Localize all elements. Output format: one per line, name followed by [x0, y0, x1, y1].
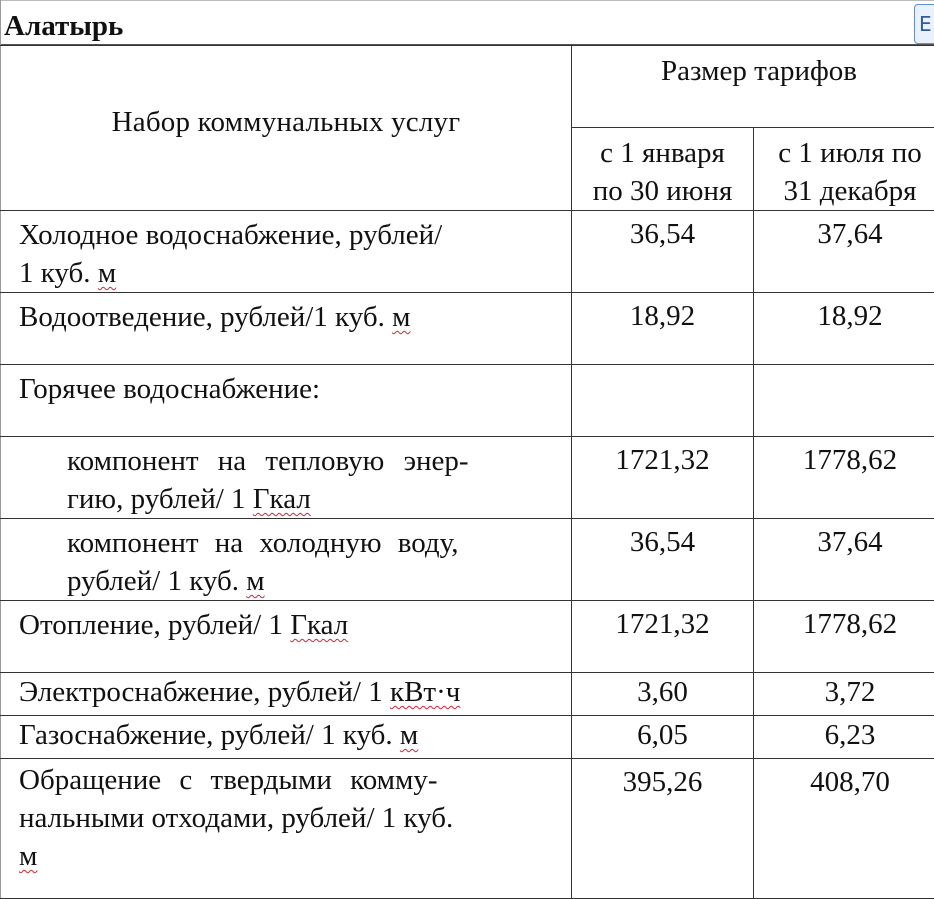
service-solid-waste: Обращение с твердыми комму- нальными отходами, рублей/ 1 куб. м: [1, 759, 572, 899]
service-hot-water: Горячее водоснабжение:: [1, 365, 572, 437]
value-period1: 18,92: [572, 293, 754, 365]
header-services: Набор коммунальных услуг: [1, 46, 572, 211]
value-period1: 3,60: [572, 673, 754, 716]
value-period2: 37,64: [754, 519, 934, 601]
header-period-jul-dec: с 1 июля по 31 декабря: [754, 128, 934, 211]
table-row: [1, 365, 934, 437]
service-electricity: [1, 673, 572, 716]
value-period1: 36,54: [572, 519, 754, 601]
value-period2: 18,92: [754, 293, 934, 365]
corner-button[interactable]: E: [914, 4, 934, 44]
value-period1: 1721,32: [572, 437, 754, 519]
value-period2: 1778,62: [754, 437, 934, 519]
value-period2: 408,70: [754, 759, 934, 899]
header-tariff-size: Размер тарифов: [572, 46, 934, 128]
service-heating: [1, 601, 572, 673]
service-gas: [1, 716, 572, 759]
value-period1: [572, 365, 754, 437]
service-name-line: 1 куб. м: [19, 254, 563, 292]
service-name-line: Электроснабжение, рублей/ 1 кВт·ч: [19, 673, 563, 711]
service-name-line: Холодное водоснабжение, рублей/: [19, 216, 563, 254]
value-period1: 36,54: [572, 211, 754, 293]
table-header-row: [1, 46, 934, 128]
value-period1: 6,05: [572, 716, 754, 759]
service-name-line: Газоснабжение, рублей/ 1 куб. м: [19, 716, 563, 754]
value-period1: 395,26: [572, 759, 754, 899]
value-period2: [754, 365, 934, 437]
value-period2: 3,72: [754, 673, 934, 716]
table-row: [1, 437, 934, 519]
table-row: [1, 601, 934, 673]
service-name-line: Отопление, рублей/ 1 Гкал: [19, 606, 563, 644]
service-cold-water: [1, 211, 572, 293]
top-border: [0, 0, 934, 1]
table-row: [1, 716, 934, 759]
document-title: Алатырь: [4, 8, 123, 44]
service-heat-component: компонент на тепловую энер- гию, рублей/ 1 Гкал: [1, 437, 572, 519]
service-name-line: гию, рублей/ 1 Гкал: [67, 480, 563, 518]
value-period2: 37,64: [754, 211, 934, 293]
table-row: [1, 211, 934, 293]
service-cold-water-component: компонент на холодную воду, рублей/ 1 куб. м: [1, 519, 572, 601]
table-row: [1, 293, 934, 365]
document-title-bar: [0, 0, 934, 45]
tariff-table: [0, 45, 934, 899]
left-border: [0, 0, 1, 45]
value-period1: 1721,32: [572, 601, 754, 673]
service-name-line: рублей/ 1 куб. м: [67, 562, 563, 600]
value-period2: 6,23: [754, 716, 934, 759]
header-period-jan-jun: с 1 января по 30 июня: [572, 128, 754, 211]
service-name-line: Водоотведение, рублей/1 куб. м: [19, 298, 563, 336]
value-period2: 1778,62: [754, 601, 934, 673]
table-row: [1, 759, 934, 899]
service-water-disposal: [1, 293, 572, 365]
table-row: [1, 519, 934, 601]
table-row: [1, 673, 934, 716]
